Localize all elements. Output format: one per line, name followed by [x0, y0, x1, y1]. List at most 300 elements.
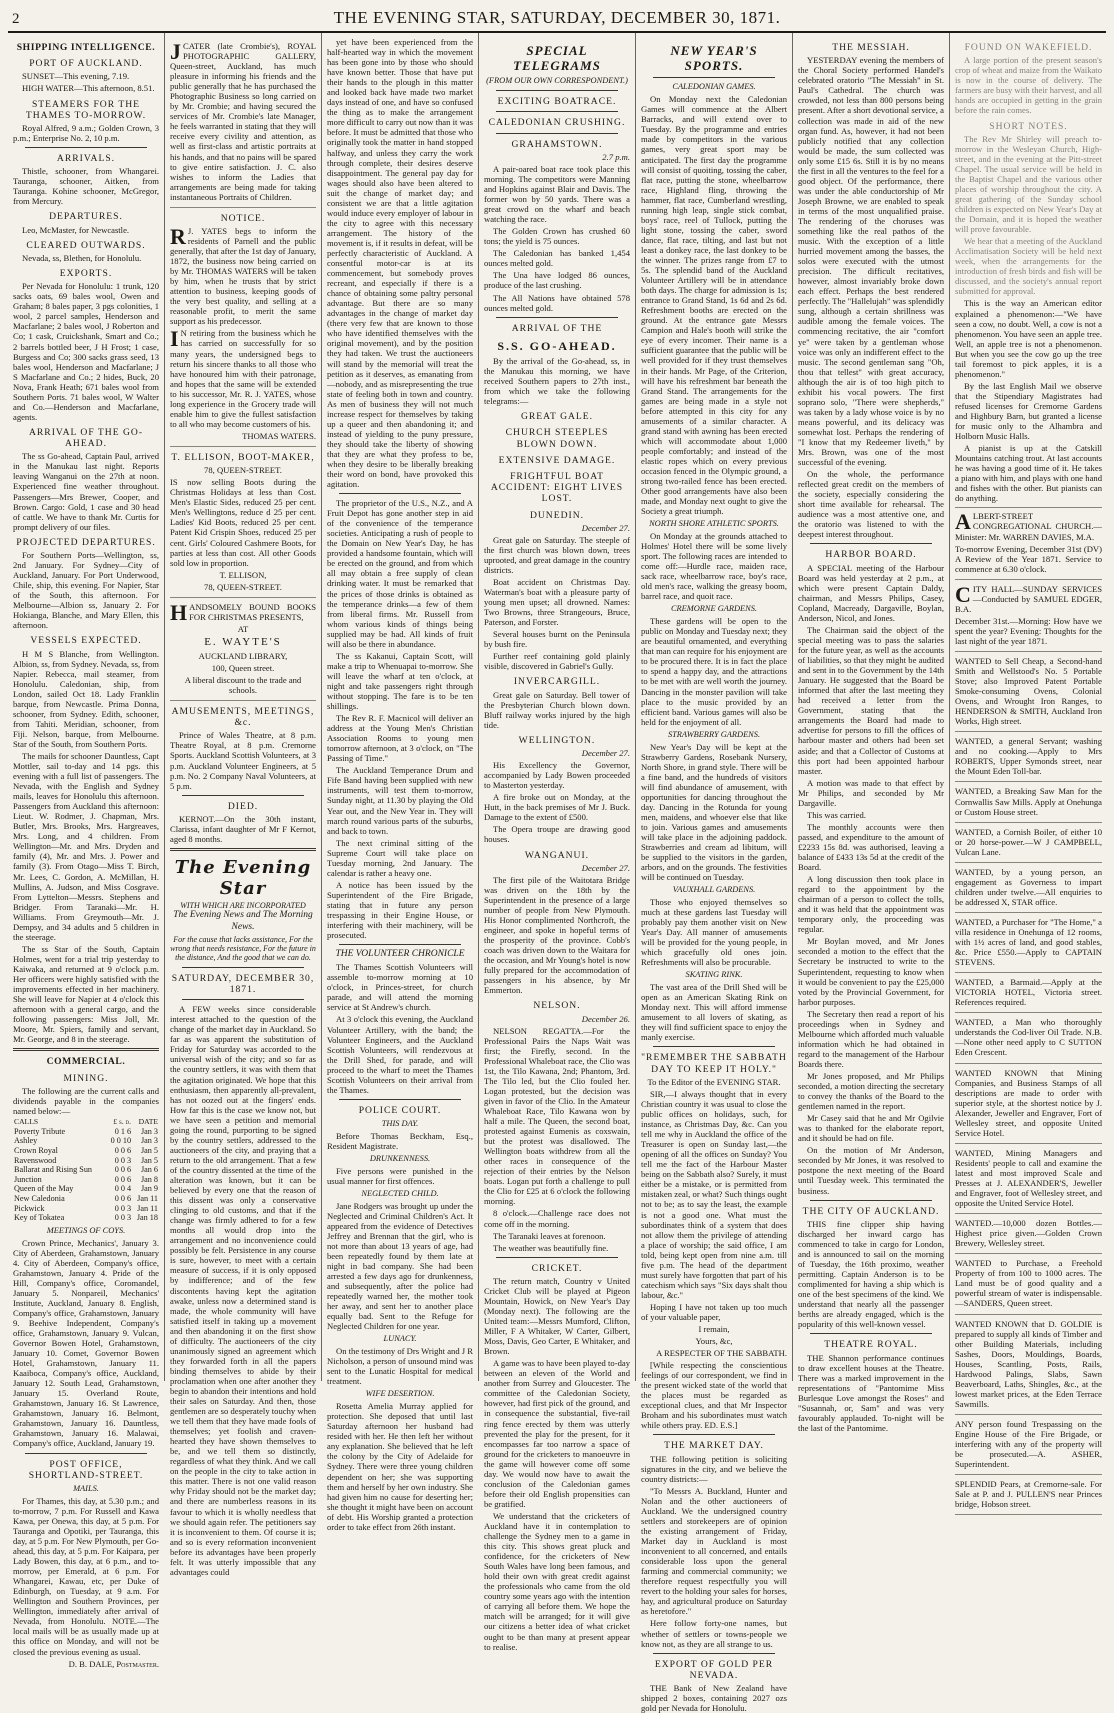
divider [339, 1099, 461, 1100]
telegram-text: The All Nations have obtained 578 ounces melted gold. [484, 292, 630, 313]
star-south-text: The ss Star of the South, Captain Holmes, went for a trial trip yesterday to Kaiwaka, and returned at 9 o'clock p.m. Her officers were highly satisfied with the improvements effected in her machinery. She will leave for Napier at 4 o'clock this afternoon with a general cargo, and the following passengers: Miss Joll, Mr. Moore, Mr. Spiers, family and servant, Mr. George, and 8 in the steerage. [13, 943, 159, 1045]
wanganui-date: December 27. [581, 862, 630, 873]
wellington-heading: WELLINGTON. [518, 734, 596, 746]
damage-heading: EXTENSIVE DAMAGE. [498, 454, 616, 466]
cremorne-heading: CREMORNE GARDENS. [670, 604, 758, 614]
dunedin-date: December 27. [581, 522, 630, 533]
retiring-signature: THOMAS WATERS. [242, 430, 316, 441]
vauxhall-text: Those who enjoyed themselves so much at these gardens last Tuesday will probably pay them another visit on New Year's Day. All manner of amusements will be provided for the young people, in which gracefully old ones join. Refreshments will also be procurable. [641, 897, 787, 968]
news-item: The proprietor of the U.S., N.Z., and A Fruit Depot has gone another step in aid of the convenience of the temperance societies. Anticipating a rush of people to the Domain on New Year's Day, he has provided a handsome fountain, which will be erected on the ground, and from which all may obtain a free supply of clean drinking water. It must be remarked that the prices of those drinks is obtained as the temperance drinks—a few of them from liberal firms. Mr. Russell from whom various kinds of things being supplied may be had. All kinds of fruit will also be there in abundance. [327, 498, 473, 649]
divider [653, 77, 775, 78]
date-cell: Jan 11 [137, 1193, 158, 1203]
table-row [13, 1165, 159, 1175]
go-ahead-heading: ARRIVAL OF THE GO-AHEAD. [28, 426, 144, 450]
divider [182, 999, 304, 1000]
volunteer-heading: THE VOLUNTEER CHRONICLE [335, 949, 465, 960]
wanted-advert [955, 736, 1102, 782]
police-subheading: THIS DAY. [381, 1119, 419, 1129]
invercargill-text: Great gale on Saturday. Bell tower of the Presbyterian Church blown down. Bluff railway works injured by the high tide. [484, 689, 630, 730]
table-header-row [13, 1118, 159, 1127]
cricket-text: A game was to have been played to-day between an eleven of the World and another from Surrey and Gloucester. The committee of the Caledonian Society, however, had first pick of the ground, and in consequence the substantial, five-rail ring fence erected by them was utterly prevented the play for the present, for it encompasses far too narrow a space of ground for the cricketers to manoeuvre in the game will however come off some day. We would now have to await the conclusion of the Caledonian games before their old English propensities can be gratified. [484, 1358, 630, 1509]
amount-cell: 0 0 6 [114, 1193, 132, 1203]
advert-ellison [170, 452, 316, 598]
wanganui-text: The first pile of the Waitotara Bridge was driven on the 18th by the Superintendent in the presence of a large number of people from New Plymouth. His Honor complimented Northcroft, the engineer, and spoke in hopeful terms of the prosperity of the province. Cobb's coach was driven down to the Waitara for the occasion, and Mr Young's hotel is now fully prepared for the accommodation of passengers in his absence, by Mr Emmerton. [484, 874, 630, 996]
wanted-advert [955, 1068, 1102, 1144]
pears-text: SPLENDID Pears, at Cremorne-sale. For Sale at P. and J. PULLEN'S near Princes bridge, Hobson street. [955, 1479, 1102, 1510]
nelson-heading: NELSON. [533, 1000, 581, 1012]
wanted-text: WANTED, a Barmaid.—Apply at the VICTORIA HOTEL, Victoria street. References required. [955, 977, 1102, 1008]
column-4 [479, 33, 636, 1652]
faded-text: The Rev Mr Shirley will preach to-morrow in the Wesleyan Church, High-street, and in the evening at the Pitt-street Chapel. The usual service will be held in the Baptist Chapel and the various other places of worship throughout the city. A great gathering of the Sunday school children is expected on New Year's Day at the Domain, and it is hoped the weather will prove favourable. [955, 133, 1102, 235]
neglected-text: Jane Rodgers was brought up under the Neglected and Criminal Children's Act. It appeared from the evidence of Detectives Jeffrey and Brennan that the girl, who is not more than about 13 years of age, had been repeatedly found by them late at night in bad company. She had been arrested a few days ago for drunkenness, and subsequently, after the police had repeatedly warned her, the mother took her away, and sent her to another place equally bad. Sent to the Refuge for Neglected Children for one year. [327, 1200, 473, 1332]
dunedin-text: Further reef containing gold plainly visible, discovered in Gabriel's Gully. [484, 651, 630, 672]
go-ahead-text: The ss Go-ahead, Captain Paul, arrived in the Manukau last night. Reports leaving Wanganui on the 27th at noon. Experienced fine weather throughout. Passengers—Mrs Brewer, Cooper, and Brown. Cargo: Gold, 1 case and 30 head of cattle. We have to thank Mr. Curtis for prompt delivery of our files. [13, 451, 159, 532]
wanted-advert [955, 827, 1102, 863]
nelson-text: The Taranaki leaves at forenoon. [493, 1230, 606, 1241]
edition-date: SATURDAY, DECEMBER 30, 1871. [171, 972, 315, 995]
wellington-text: The Opera troupe are drawing good houses. [484, 824, 630, 845]
harbour-text: Mr Casey said that he and Mr Ogilvie was to thanked for the elaborate report, and it should be had on file. [798, 1113, 944, 1144]
city-hall-text: December 31st.—Morning: How have we spent the year? Evening: Thoughts for the last night of the year 1871. [955, 615, 1102, 646]
amount-cell: 0 0 3 [114, 1155, 132, 1165]
table-row [13, 1204, 159, 1214]
harbour-text: Mr Boylan moved, and Mr Jones seconded a motion to the effect that the Secretary be instructed to write to the Superintendent, requesting to know when it would be convenient to pay the £25,000 voted by the Provincial Government, for harbor purposes. [798, 936, 944, 1007]
leader-article: A FEW weeks since considerable interest attached to the question of the change of the market day in Auckland. So far as was apparent the substitution of Friday for Saturday was accorded to the universal wish of the city; and so far as the country settlers, it was with them that the agitation originated. We hope that this enthusiasm, then apparently all-prevalent, has not oozed out at the fingers' ends. How far this is the case we know not, but we have seen a petition and memorial going the round, purporting to be signed by the country settlers, addressed to the auctioneers of the city, and praying that a return to the old arrangement. That a few of the country dissented at the time of the alteration was known, but it can be believed by every one that the reason of this dissent was only a conservative clinging to old customs, and that if the change was firmly adhered to for a few months all would drop into the arrangement and no inconvenience could possibly be felt. Persistence in any course is sure, however, to meet with a certain measure of success, if it is only opposed by indifference; and of the few discontents having kept the agitation awake, unless now a determined stand is made, the whole community will have satisfied itself in taking up a movement and then abandoning it on the first show of difficulty. The auctioneers of the city unanimously signed an agreement which they forwarded forth in all the papers binding themselves to abide by their proclamation when one after another they begin to abandon their intentions and hold their sales on Saturday. And then, those gentlemen are so desperately touchy when we tell them that they have made fools of themselves; yet foolish and craven-hearted they have shown themselves to be, and we tell them so distinctly, regardless of what they think. And we call on the people in the city to take action in this matter. There is not one valid reason why Friday should not be the market day; and there are numberless reasons in its favour to which it is wholly needless that we should again refer. The petitioners say it is inconvenient to them. Of course it is; and so is every reformation inconvenient before its advantages have been properly felt. It was utterly impossible that any advantages could [170, 1004, 316, 1577]
nelson-text: NELSON REGATTA.—For the Professional Pairs the Naps Wait was first; the Firefly, second. In the Professional Whaleboat race, the Clio was 1st, the Tilo Kawana, 2nd; Phantom, 3rd. The Tilo led, but the Clio fouled her. Logan protested, but the decision was given in favor of the Clio. In the Amateur Whaleboat Race, Tilo Kawana won by half a mile. The Queen, the second boat, protested against Eumenis as coxswain, but the protest was disallowed. The Wellington boats withdrew from all the other races in consequence of the rejection of their entries by the Nelson boats. Logan put forth a challenge to pull the Clio for £25 at 6 o'clock the following morning. [484, 1025, 630, 1207]
news-item: This is the way an American editor explained a phenomenon:—"We have seen a cow, no doubt. Well, a cow is not a phenomenon. You have seen an apple tree. Well, an apple tree is not a phenomenon. But when you see the cow go up the tree tail foremost to pick apples, it is a phenomenon." [955, 298, 1102, 379]
newspaper-logo [170, 857, 316, 963]
wanted-text: WANTED to Sell Cheap, a Second-hand Smith and Wellstood's No. 5 Portable Stove; also Improved Patent Portable Smoke-consuming Ovens, Colonial Ovens, and Wrought Iron Ranges, to HENDERSON & SMITH, Auckland Iron Works, High street. [955, 655, 1102, 727]
company-cell: Queen of the May [14, 1184, 74, 1194]
telegrams-heading: SPECIAL TELEGRAMS [513, 43, 601, 74]
editor-note: [While respecting the conscientious feelings of our correspondent, we find in the present wicked state of the world that the places must be regarded as exceptional clues, and that Mr Inspector Broham and his subordinates must watch while others pray. ED. E.S.] [641, 1360, 787, 1431]
column-header: CALLS [14, 1116, 39, 1126]
wanted-text: WANTED.—10,000 dozen Bottles.—Highest price given.—Golden Crown Brewery, Wellesley street. [955, 1218, 1102, 1249]
date-cell: Jan 3 [140, 1126, 158, 1136]
drop-cap: H [170, 599, 188, 625]
logo-title: The Evening Star [174, 857, 312, 900]
wanted-advert [955, 1148, 1102, 1214]
columns [8, 33, 1106, 1713]
advert-books [170, 599, 316, 701]
divider [496, 317, 618, 318]
company-cell: Ashley [14, 1136, 38, 1146]
harbour-text: A SPECIAL meeting of the Harbour Board was held yesterday at 2 p.m., at which were present Captain Daldy, chairman, and Messrs Philips, Casey, Copland, Macready, Dargaville, Boylan, Anderson, Nicol, and Jones. [798, 562, 944, 623]
exports-heading: EXPORTS. [59, 268, 113, 279]
market-day-text: THE following petition is soliciting signatures in the city, and we believe the country districts:— [641, 1453, 787, 1484]
messiah-heading: THE MESSIAH. [832, 42, 910, 53]
books-library: AUCKLAND LIBRARY, [198, 650, 288, 661]
news-item: A notice has been issued by the Superintendent of the Fire Brigade, stating that in future any person trespassing in their Engine House, or interfering with their machinery, will be prosecuted. [327, 879, 473, 941]
mining-table [13, 1118, 159, 1223]
steeples-heading: CHURCH STEEPLES BLOWN DOWN. [505, 427, 609, 450]
wanted-advert [955, 786, 1102, 822]
company-cell: Key of Tokatea [14, 1213, 65, 1223]
news-item: The Rev R. F. Macnicol will deliver an address at the Young Men's Christian Association Rooms to young men tomorrow afternoon, at 3 o'clock, on "The Passing of Time." [327, 713, 473, 764]
column-5 [636, 33, 793, 1713]
amount-cell: 0 0 6 [114, 1174, 132, 1184]
strawberry-text: New Year's Day will be kept at the Strawberry Gardens, Rosebank Nursery, North Shore, in grand style. There will be a fine band, and the hundreds of visitors will find abundance of amusement, with opportunities for dancing throughout the day. Dancing in the Rotunda for young men, maidens, and whoever else that like to join. Various games and amusements will take place in the adjoining paddock. Strawberries and cream ad libitum, will be supplied to the visitors in the garden, arbors, and on the grounds. The festivities will be continued on Tuesday. [641, 741, 787, 883]
divider [182, 795, 304, 796]
cricket-text: We understand that the cricketers of Auckland have it in contemplation to challenge the Sydney men to a game in this city. This shows great pluck and confidence, for the cricketers of New South Wales have long been famous, and hold their own with great credit against the professionals who came from the old country some years ago with the intention of carrying all before them. We hope the match will be arranged; for it will give our citizens a better idea of what cricket ought to be than many at present appear to realise. [484, 1510, 630, 1652]
drop-cap: C [955, 581, 971, 607]
company-cell: Crown Royal [14, 1145, 58, 1155]
harbour-text: On the motion of Mr Anderson, seconded by Mr Jones, it was resolved to postpone the next meeting of the Board until Tuesday week. This terminated the business. [798, 1145, 944, 1196]
date-cell: Jan 18 [136, 1213, 158, 1223]
wellington-date: December 27. [581, 748, 630, 759]
ellison-signature: T. ELLISON, [219, 569, 267, 580]
harbour-text: A long discussion then took place in regard to the appointment by the chairman of a person to collect the tolls, and it was held that the appointment was temporary only, the proceeding was regular. [798, 874, 944, 935]
amount-cell: 0 1 6 [114, 1126, 132, 1136]
amount-cell: 0 0 6 [114, 1145, 132, 1155]
faded-text: We hear that a meeting of the Auckland Acclimatisation Society will be held next week, when the arrangements for the introduction of fresh birds and fish will be discussed, and the society's annual report submitted for approval. [955, 236, 1102, 297]
amusements-text: Prince of Wales Theatre, at 8 p.m. Theatre Royal, at 8 p.m. Cremorne Sports. Auckland Scottish Volunteers, at 3 p.m. Auckland Volunteer Engineers, at 5 p.m. No. 2 Company Naval Volunteers, at 5 p.m. [170, 730, 316, 791]
messiah-text: YESTERDAY evening the members of the Choral Society performed Handel's celebrated oratorio "The Messiah" in St. Paul's Cathedral. The church was crowded, not less than 800 persons being present. After a short devotional service, a collection was made in aid of the new organ fund. As, however, it had not been publicly notified that any collection would be made, the sum collected was only some £15 6s. Still it is by no means the first in all the ventures to the feel for a good object. Of the performance, there was under the able conductorship of Mr Joseph Browne, we are enabled to speak in terms of the most unqualified praise. The rendering of the choruses was something like the real pathos of the music. With the exception of a little hurried movement among the basses, the solos were executed with the utmost precision. The difficult recitatives, however, almost invariably broke down each effect. Perhaps the best rendered perfectly. The "Hallelujah" was splendidly sung, although a certain shrillness was audible among the female voices. The commencing recitative, the air "comfort ye" were taken by a gentleman whose voice was only an indifferent effect to the music. The second gentleman sang "Oh, thou that tellest" with great accuracy, although the air is of too high pitch to exhibit his vocal powers. The first soprano solo, "There were shepherds," was taken by a lady whose voice is by no means powerful, and its delicacy was somewhat lost. Perhaps the rendering of "I know that my Redeemer liveth," by Mrs. Brown, was one of the most successful of the evening. [798, 55, 944, 468]
letter-remain: I remain, [698, 1324, 730, 1335]
letter-yours: Yours, &c, [695, 1336, 733, 1347]
trespass-advert [955, 1419, 1102, 1475]
wanted-text: WANTED, a Cornish Boiler, of either 10 or 20 horse-power.—W J CAMPBELL, Vulcan Lane. [955, 826, 1102, 857]
letter-signature: A RESPECTER OF THE SABBATH. [656, 1348, 787, 1359]
letter-closing: Hoping I have not taken up too much of your valuable paper, [641, 1301, 787, 1322]
retiring-text: N retiring from the business which he has carried on successfully for so many years, the undersigned begs to return his sincere thanks to all those who have honoured him with their patronage, and hopes that the same will be extended to his successor, Mr. R. J. YATES, whose long experience in the Grocery trade will enable him to give the fullest satisfaction to all who may become customers of his. [170, 328, 316, 429]
telegram-time: 2.7 p.m. [602, 151, 630, 162]
albert-street-advert [955, 507, 1102, 579]
table-row [13, 1213, 159, 1223]
steamers-text: Royal Alfred, 9 a.m.; Golden Crown, 3 p.m.; Enterprise No. 2, 10 p.m. [13, 122, 159, 144]
died-text: KERNOT.—On the 30th instant, Clarissa, infant daughter of Mr F Kernot, aged 8 months. [170, 813, 316, 844]
advert-text: CATER (late Crombie's), ROYAL PHOTOGRAPHIC GALLERY, Queen-street, Auckland, has much pleasure in informing his friends and the public generally that he has purchased the Photographic Business so long carried on by Mr. Crombie; and having secured the services of Mr. Crombie's late Manager, he feels warranted in stating that they will receive every civility and attention, as well as first-class and artistic portraits at his hands, and that no pains will be spared to give entire satisfaction. J. C. also wishes to inform the Ladies that arrangements are being made for taking instantaneous Portraits of Children. [170, 41, 316, 202]
messiah-text: On the whole, the performance reflected great credit on the members of the society, especially considering the short time available for rehearsal. The audience was a most attentive one, and the oratorio was listened to with the deepest interest throughout. [798, 469, 944, 540]
arrival-heading: ARRIVAL OF THE [511, 322, 603, 334]
column-3 [322, 33, 479, 1532]
drunkenness-heading: DRUNKENNESS. [369, 1153, 431, 1163]
wanted-advert [955, 1258, 1102, 1314]
wanted-advert [955, 656, 1102, 732]
departures-text: Leo, McMaster, for Newcastle. [22, 224, 130, 235]
lunacy-text: On the testimony of Drs Wright and J R Nicholson, a person of unsound mind was sent to the Lunatic Hospital for medical treatment. [327, 1346, 473, 1387]
wellington-text: His Excellency the Governor, accompanied by Lady Bowen proceeded to Masterton yesterday. [484, 760, 630, 791]
theatre-heading: THEATRE ROYAL. [824, 1339, 918, 1351]
albert-text: To-morrow Evening, December 31st (DV) A Review of the Year 1871. Service to commence at 6.30 o'clock. [955, 543, 1102, 574]
harbour-text: The Secretary then read a report of his proceedings when in Sydney and Melbourne which afforded much valuable information which he had obtained in regard to the management of the Harbour Boards there. [798, 1008, 944, 1069]
gale-heading: GREAT GALE. [520, 411, 594, 423]
wanted-text: WANTED, by a young person, an engagement as Governess to impart children under twelve.—All enquiries to be addressed X, STAR office. [955, 866, 1102, 907]
ellison-address: 78, QUEEN-STREET. [204, 465, 282, 476]
caledonian-text: On Monday next the Caledonian Games will commence at the Albert Barracks, and will extend over to Tuesday. By the programme and entries made by competitors in the various games, very great sport may be anticipated. The first day the programme will consist of quoiting, tossing the caber, flat race, putting the stone, wheelbarrow race, Highland fling, throwing the hammer, flat race, Cumberland wrestling, running high leap, single stick combat, boys' race, reel of Tullock, putting the light stone, tossing the caber, sword dance, flat race, tilting, and last but not least a donkey race, the last donkey to be the winner. The prizes range from £7 to 5s. The splendid band of the Auckland Volunteer Artillery will be in attendance both days. The charge for admission is 1s; entrance to Grand Stand, 1s 6d and 2s 6d. Refreshment booths are erected on the ground. At the entrance gate Messrs Campion and Hale's booth will strike the eye of every incomer. Their name is a sufficient guarantee that the public will be well provided for if they trust themselves in their hands. Mr Page, of the Criterion, will have his refreshment bar beneath the Grand Stand. The arrangements for the games are being made in a style not before attempted in this city for any amusements of a similar character. A grand stand with awning has been erected which will accommodate about 1,000 people comfortably; and instead of the elastic ropes which on every previous occasion fenced in the Olympic ground, a strong two-railed fence has been erected. Other good arrangements have also been made, and Monday next ought to give the Society a great triumph. [641, 94, 787, 517]
table-row [13, 1146, 159, 1156]
harbour-text: The monthly accounts were then passed, and expenditure to the amount of £2233 15s 8d. was authorised, leaving a balance of £433 13s 5d at the credit of the Board. [798, 821, 944, 873]
advert-cater [170, 41, 316, 208]
books-at: AT [237, 623, 249, 634]
amount-cell: 0 0 10 [110, 1136, 132, 1146]
sports-heading: NEW YEAR'S SPORTS. [670, 43, 758, 74]
died-heading: DIED. [227, 800, 259, 812]
nelson-date: December 26. [581, 1013, 630, 1024]
column-1 [8, 33, 165, 1669]
sabbath-heading: "REMEMBER THE SABBATH DAY TO KEEP IT HOLY." [641, 1052, 787, 1075]
company-cell: Junction [14, 1174, 42, 1184]
wanted-advert [955, 917, 1102, 973]
divider [810, 543, 932, 544]
drop-cap: J [170, 39, 181, 64]
drunkenness-text: Five persons were punished in the usual manner for first offences. [327, 1165, 473, 1186]
market-day-text: Here follow forty-one names, but whether of settlers or towns-people we know not, as they are all strange to us. [641, 1618, 787, 1649]
police-heading: POLICE COURT. [358, 1104, 442, 1116]
commercial-heading: COMMERCIAL. [46, 1056, 126, 1068]
divider [25, 147, 147, 148]
logo-incorporated: The Evening News and The Morning News. [173, 910, 313, 932]
column-2 [165, 33, 322, 1577]
post-office-heading: POST OFFICE, SHORTLAND-STREET. [28, 1458, 144, 1481]
police-before: Before Thomas Beckham, Esq., Resident Magistrate. [327, 1130, 473, 1151]
column-header: £ s. d. [113, 1116, 132, 1126]
neglected-heading: NEGLECTED CHILD. [361, 1188, 439, 1198]
news-item: The ss Kakanui, Captain Scott, will make a trip to Whenuapai to-morrow. She will leave the wharf at ten o'clock, at night and take passengers right through without stopping. The fare is to be ten shillings. [327, 650, 473, 712]
table-row [13, 1156, 159, 1166]
divider [13, 1048, 159, 1051]
notice-text: J. YATES begs to inform the residents of Parnell and the public generally, that after the 1st day of January, 1872, the business now being carried on by Mr. THOMAS WATERS will be taken by him, when he trusts that by strict attention to business, keeping goods of the very best quality, and selling at a reasonable profit, to merit the same support as his predecessor. [170, 225, 316, 327]
books-shop: E. WAYTE'S [204, 635, 282, 648]
divider [810, 1333, 932, 1334]
divider [653, 1046, 775, 1047]
books-address: 100, Queen street. [211, 662, 275, 673]
market-day-petition: "To Messrs A. Buckland, Hunter and Nolan and the other auctioneers of Auckland. We the undersigned country settlers and storekeepers are of opinion the existing arrangement of Friday, Market day in Auckland is most inconvenient to all concerned, and entails considerable loss upon the general farming and commercial community; we therefore request respectfully you will revert to the holding your sales for horses, hay, and agricultural produce on Saturday as heretofore." [641, 1485, 787, 1617]
company-cell: Pickwick [14, 1203, 45, 1213]
nelson-text: The weather was beautifully fine. [493, 1242, 609, 1253]
wanted-text: WANTED, a Purchaser for "The Home," a villa residence in Onehunga of 12 rooms, with 1½ acres of land, and good stables, &c. Price £550.—Apply to CAPTAIN STEVENS. [955, 916, 1102, 968]
drop-cap: I [170, 326, 179, 352]
gold-export-text: THE Bank of New Zealand have shipped 2 boxes, containing 2027 ozs gold per Nevada for Honolulu. [641, 1683, 787, 1713]
dunedin-heading: DUNEDIN. [529, 509, 585, 521]
faded-text: A large portion of the present season's crop of wheat and maize from the Waikato is now in the course of delivery. The farmers are busy with their harvest, and all hands are occupied in getting in the grain before the rain comes. [955, 55, 1102, 116]
logo-motto: For the cause that lacks assistance, For the wrong that needs resistance, For the future in the distance, And the good that we can do. [170, 934, 316, 963]
company-cell: New Caledonia [14, 1193, 65, 1203]
column-7 [950, 33, 1107, 1510]
company-cell: Ballarat and Rising Sun [14, 1165, 93, 1175]
albert-heading: LBERT-STREET CONGREGATIONAL CHURCH.—Minister: Mr. WARREN DAVIES, M.A. [955, 511, 1102, 542]
date-cell: Jan 9 [140, 1184, 158, 1194]
dunedin-text: Several houses burnt on the Peninsula by bush fire. [484, 629, 630, 650]
masthead [8, 8, 1106, 33]
volunteer-text: At 3 o'clock this evening, the Auckland Volunteer Artillery, with the band; the Volunteer Engineers, and the Auckland Scottish Volunteers, will rendezvous at the Drill Shed, for parade, and will proceed to the wharf to meet the Thames Scottish Volunteers on their arrival from the Thames. [327, 1014, 473, 1095]
harbour-text: The Chairman said the object of the special meeting was to pass the salaries for the future year, as well as the accounts of liabilities, so that they might be audited and sent in to the Government by the 14th January. He suggested that the Board be informed that after the last meeting they had received a letter from the Government, stating that the arrangements the Board had made to advertise for persons to fill the offices of harbour master and others had been set aside; and that a Collector of Customs at this port had been appointed harbour master. [798, 624, 944, 776]
amount-cell: 0 0 3 [114, 1203, 132, 1213]
wanted-text: WANTED, a general Servant; washing and no cooking.—Apply to Mrs ROBERTS, Upper Symonds street, near the Mount Eden Toll-bar. [955, 736, 1102, 777]
vessels-text: H M S Blanche, from Wellington. Albion, ss, from Sydney. Nevada, ss, from Napier. Rebecca, mail steamer, from Honolulu. Caledonian, ship, from London, sailed Oct 18. Lady Franklin barque, from Newcastle. Prima Donna, schooner, from Sydney. Edith, schooner, from Tahiti. Meridian, schooner, from Fiji. Nelson, barque, from Melbourne. Star of the South, from Southern Ports. [13, 648, 159, 749]
telegram-text: The Golden Crown has crushed 60 tons; the yield is 75 ounces. [484, 226, 630, 247]
meetings-text: Crown Prince, Mechanics', January 3. City of Aberdeen, Grahamstown, January 4. City of Aberdeen, Company's office, Grahamstown, January 4. Pride of the Hill, Company's office, Coromandel, January 5. Nonpareil, Mechanics' Institute, Auckland, January 8. English, Company's office, Grahamstown, January 9. Beehive Independent, Company's office, Grahamstown, January 9. Vulcan, Governor Bowen Hotel, Grahamstown, January 10. Comet, Governor Bowen Hotel, Grahamstown, January 11. Kaaiboca, Company's office, Auckland, January 12. South Lead, Grahamstown, January 15. Overland Route, Grahamstown, January 16. St Lawrence, Grahamstown, January 16. Belmont, Grahamstown, January 16. Dauntless, Grahamstown, January 16. Malawai, Company's office, Auckland, January 19. [13, 1237, 159, 1449]
date-cell: Jan 6 [140, 1165, 158, 1175]
skating-text: The vast area of the Drill Shed will be open as an American Skating Rink on Monday next. This will afford immense amusement to all lovers of skating, as they will find sufficient space to enjoy the manly exercise. [641, 982, 787, 1043]
vauxhall-heading: VAUXHALL GARDENS. [672, 885, 756, 895]
sunset: SUNSET—This evening, 7.19. [22, 71, 130, 82]
divider [653, 1434, 775, 1435]
column-6 [793, 33, 950, 1433]
newspaper-title: THE EVENING STAR, SATURDAY, DECEMBER 30, 1871. [333, 8, 781, 27]
wellington-text: A fire broke out on Monday, at the Hutt, in the back premises of Mr J. Buck. Damage to the extent of £500. [484, 792, 630, 823]
logo-subtitle: WITH WHICH ARE INCORPORATED [180, 901, 306, 911]
divider [182, 967, 304, 968]
date-cell: Jan 11 [137, 1203, 158, 1213]
invercargill-heading: INVERCARGILL. [513, 676, 601, 688]
pears-advert [955, 1479, 1102, 1515]
news-item: The Auckland Temperance Drum and Fife Band having been supplied with new instruments, will test them to-morrow, Sunday night, at 11.30 by playing the Old Year out, and the New Year in. They will march round various parts of the suburbs, and back to town. [327, 765, 473, 836]
gold-export-heading: EXPORT OF GOLD PER NEVADA. [654, 1658, 774, 1681]
column-header: DATE [138, 1116, 158, 1126]
divider [170, 848, 316, 851]
table-row [13, 1136, 159, 1146]
news-item: A pianist is up at the Catskill Mountains catching trout. At last accounts he was having a good time of it. He takes a piano with him, and plays with one hand and fishes with the other. But pianists can do anything. [955, 443, 1102, 504]
nelson-text: 8 o'clock.—Challenge race does not come off in the morning. [484, 1208, 630, 1229]
postmaster-signature: D. B. DALE, Postmaster. [68, 1658, 159, 1669]
wanted-text: WANTED KNOWN that Mining Companies, and Business Stamps of all descriptions are made to order with superior style, at the shortest notice by J. Alexander, Jeweller and Engraver, Fort of Wellesley street, and opposite United Service Hotel. [955, 1067, 1102, 1138]
faded-heading: SHORT NOTES. [989, 120, 1068, 132]
city-hall-advert [955, 581, 1102, 652]
drop-cap: R [170, 223, 186, 249]
wanganui-heading: WANGANUI. [524, 849, 590, 861]
caledonian-heading: CALEDONIAN GAMES. [672, 82, 756, 92]
table-row [13, 1194, 159, 1204]
leader-continued: yet have been experienced from the half-hearted way in which the movement has been gone into by those who should have known better. Those that have put their hands to the plough in this matter and looked back have made two market days instead of one, and have so confused the thing as to make the arrangement more difficult to carry out now than it was before. It must be admitted that those who originally took the matter in hand stopped halfway, and unless they carry the work through complete, their desires deserve disappointment. The general pay day for wages should also have been altered to suit the change of market day; and consistent we are that a little agitation would induce every employer of labour in the city to agree with this necessary arrangement. The history of the movement is, if it results in defeat, will be perfectly characteristic of Auckland. A consentful motor-car is at its commencement, but somebody proves recreant, and especially if there is a chance of obtaining some paltry personal advantage. But there are so many advantages in the change of market day (there very few that are known to those who have identified themselves with the original movement), and by the position they had taken. We trust the auctioneers will stand by the memorial will treat the petition as it deserves, as emanating from—nobody, and as misrepresenting the true state of feeling both in town and country. As men of business they will not much increase respect for themselves by taking up a queer and then abandoning it; and instead of yielding to the puny pressure, they should take the liberty of showing that they are what they profess to be, when they desire to be liberally breaking their word on bond, have provoked this agitation. [327, 37, 473, 490]
date-cell: Jan 5 [140, 1155, 158, 1165]
city-of-auckland-heading: THE CITY OF AUCKLAND. [802, 1205, 940, 1217]
skating-heading: SKATING RINK. [685, 970, 743, 980]
ellison-text: IS now selling Boots during the Christmas Holidays at less than Cost. Men's Elastic Sides, reduced 25 per cent. Men's Wellingtons, reduce d 25 per cent. Ladies' Kid Boots, reduced 25 per cent. Patent Kid Crispin Shoes, reduced 25 per cent. Girls' Coloured Cashmere Boots, for parties at less than cost. All other Goods sold low in proportion. [170, 477, 316, 568]
telegram-text: The Una have lodged 86 ounces, produce of the last crushing. [484, 270, 630, 291]
news-item: By the last English Mail we observe that the Stipendiary Magistrates had refused licenses for Cremorne Gardens and Highbury Barn, but granted a license for music only to the Alhambra and Holborn Music Halls. [955, 380, 1102, 442]
dunedin-text: Boat accident on Christmas Day. Waterman's boat with a pleasure party of young men upset; all drowned. Names: Two Browns, three Strangeours, Bruce, Paterson, and Forster. [484, 577, 630, 628]
north-shore-heading: NORTH SHORE ATHLETIC SPORTS. [649, 519, 779, 529]
cricket-text: The return match, Country v United Cricket Club will be played at Pigeon Mountain, Howick, on New Year's Day (Monday next). The following are the United team:—Messrs Mumford, Clifton, Miller, F A Whitaker, W Carter, Gilbert, Moss, Davis, Geo Carter, E Whitaker, and Brown. [484, 1275, 630, 1357]
cleared-text: Nevada, ss, Blethen, for Honolulu. [22, 252, 142, 263]
ellison-signature-address: 78, QUEEN-STREET. [204, 581, 282, 592]
divider [653, 1653, 775, 1654]
divider [496, 1257, 618, 1258]
wanted-advert [955, 1218, 1102, 1254]
wife-desertion-text: Rosetta Amelia Murray applied for protection. She deposed that until last Saturday afternoon her husband had resided with her. He then left her without any explanation. She believed that he left the colony by the City of Adelaide for Sydney. There were three young children dependent on her; she was supporting them and herself by her own industry. She had given him no cause for deserting her; she thought it might have been on account of debt. His Worship granted a protection order to take effect from 26th instant. [327, 1401, 473, 1532]
boat-accident-heading: FRIGHTFUL BOAT ACCIDENT: EIGHT LIVES LOST. [490, 470, 624, 505]
divider [496, 133, 618, 134]
trespass-text: ANY person found Trespassing on the Engine House of the Fire Brigade, or interfering with any of the property will be prosecuted.—A. ASHER, Superintendent. [955, 1418, 1102, 1470]
high-water: HIGH WATER—This afternoon, 8.51. [22, 83, 155, 94]
lunacy-heading: LUNACY. [383, 1334, 417, 1344]
amount-cell: 0 0 3 [114, 1213, 132, 1223]
departures-heading: DEPARTURES. [49, 211, 123, 223]
volunteer-text: The Thames Scottish Volunteers will assemble to-morrow morning at 10 o'clock, in Princes-street, for church parade, and will attend the morning service at St Andrew's church. [327, 962, 473, 1013]
table-row [13, 1127, 159, 1137]
meetings-heading: MEETINGS OF COYS. [46, 1225, 126, 1235]
wanted-advert [955, 1319, 1102, 1415]
divider [496, 111, 618, 112]
harbour-text: Mr Jones proposed, and Mr Philips seconded, a motion directing the secretary to convey the thanks of the Board to the gentlemen named in the report. [798, 1070, 944, 1112]
faded-heading: FOUND ON WAKEFIELD. [964, 42, 1093, 53]
advert-notice [170, 213, 316, 447]
table-row [13, 1175, 159, 1185]
amount-cell: 0 0 6 [114, 1165, 132, 1175]
city-hall-heading: ITY HALL—SUNDAY SERVICES—Conducted by SAMUEL EDGER, B.A. [955, 583, 1102, 614]
wanted-advert [955, 867, 1102, 913]
letter-text: SIR,—I always thought that in every Christian country it was usual to close the public offices on holidays, such, for instance, as Christmas Day, &c. Can you tell me why in Auckland the office of the Treasurer is open on Sunday last,—the opening of all the offices on Sunday? You tell me the fact of the Harbour Master being on the Sabbath also? Surely, it must either be a mistake, or is permitted from mistaken zeal, or what? Such things ought not to be; as to say the least, the example is not a good one. What must the subordinates think of a system that does not allow them the privilege of attending a place of worship; the said office, I am told, being kept open from nine a.m. till five p.m. The head of the department must surely have forgotten that part of his catechism which says "Six days shalt thou labour, &c." [641, 1088, 787, 1300]
wanted-text: WANTED to Purchase, a Freehold Property of from 100 to 1000 acres. The Land must be of good quality and a powerful stream of water is indispensable.—SANDERS, Queen street. [955, 1258, 1102, 1309]
amusements-heading: AMUSEMENTS, MEETINGS, &c. [171, 705, 315, 729]
wanted-text: WANTED, a Breaking Saw Man for the Cornwallis Saw Mills. Apply at Onehunga or Custom House street. [955, 786, 1102, 817]
page-number: 2 [12, 11, 20, 27]
divider [810, 1200, 932, 1201]
city-of-auckland-text: THIS fine clipper ship having discharged her inward cargo has commenced to take in cargo for London, and is announced to sail on the morning of Tuesday, the 16th proximo, weather permitting. Captain Anderson is to be complimented for having a ship which is one of the best specimens of the kind. We understand that nearly all the passenger berths are already engaged, which is the popularity of this well-known vessel. [798, 1218, 944, 1330]
wanted-advert [955, 1017, 1102, 1063]
divider [339, 493, 461, 494]
news-item: The next criminal sitting of the Supreme Court will take place on Tuesday morning, 2nd January. The calendar is rather a heavy one. [327, 837, 473, 878]
arrivals-heading: ARRIVALS. [56, 153, 116, 165]
company-cell: Ravenswood [14, 1155, 57, 1165]
ellison-heading: T. ELLISON, BOOT-MAKER, [171, 451, 315, 463]
amount-cell: 0 0 4 [114, 1184, 132, 1194]
cleared-heading: CLEARED OUTWARDS. [26, 239, 146, 251]
date-cell: Jan 3 [140, 1136, 158, 1146]
port-heading: PORT OF AUCKLAND. [29, 58, 143, 70]
divider [339, 944, 461, 945]
books-note: A liberal discount to the trade and schools. [184, 674, 302, 695]
vessels-heading: VESSELS EXPECTED. [30, 635, 142, 647]
date-cell: Jan 8 [140, 1174, 158, 1184]
harbour-text: This was carried. [807, 809, 866, 820]
mails-subheading: MAILS. [73, 1483, 99, 1493]
telegram-heading: GRAHAMSTOWN. [511, 138, 603, 150]
divider [496, 90, 618, 91]
projected-text: For Southern Ports—Wellington, ss, 2nd January. For Sydney—City of Auckland, January. For Port Underwood, Chile, ship, this evening. For Napier, Star of the South, this afternoon. For Melbourne—Albion ss, January 2. For Hokianga, Blanche, and Mary Ellen, this afternoon. [13, 549, 159, 631]
ship-name: S.S. GO-AHEAD. [497, 338, 617, 353]
notice-heading: NOTICE. [220, 212, 266, 224]
telegrams-subheading: (FROM OUR OWN CORRESPONDENT.) [486, 76, 628, 86]
shipping-heading: SHIPPING INTELLIGENCE. [16, 42, 156, 53]
wife-desertion-heading: WIFE DESERTION. [365, 1389, 435, 1399]
harbour-text: A motion was made to that effect by Mr Philips, and seconded by Mr Dargaville. [798, 777, 944, 808]
wanted-text: WANTED, a Man who thoroughly understands the Cod-liver Oil Trade. N.B.—None other need apply to C SUTTON Eden Crescent. [955, 1017, 1102, 1058]
steamers-heading: STEAMERS FOR THE THAMES TO-MORROW. [25, 98, 147, 121]
letter-to-editor: To the Editor of the EVENING STAR. [647, 1076, 781, 1087]
telegram-heading: EXCITING BOATRACE. [497, 96, 617, 108]
telegram-text: A pair-oared boat race took place this morning. The competitors were Manning and Hopkins against Blair and Davis. The former won by 50 yards. There was a great crowd on the wharf and beach watching the race. [484, 163, 630, 225]
drop-cap: A [955, 509, 971, 535]
ship-text: By the arrival of the Go-ahead, ss, in the Manukau this morning, we have received Southern papers to 27th inst., from which we take the following telegrams:— [484, 355, 630, 407]
projected-heading: PROJECTED DEPARTURES. [16, 536, 156, 548]
telegram-heading: CALEDONIAN CRUSHING. [488, 117, 626, 129]
books-text: ANDSOMELY BOUND BOOKS FOR CHRISTMAS PRESENTS, [189, 601, 316, 622]
divider [25, 1453, 147, 1454]
telegram-text: The Caledonian has banked 1,454 ounces melted gold. [484, 248, 630, 269]
company-cell: Poverty Tribute [14, 1126, 66, 1136]
table-row [13, 1184, 159, 1194]
exports-text: Per Nevada for Honolulu: 1 trunk, 120 sacks oats, 69 bales wool, Owen and Graham; 8 bales paper, 3 pgs colonities, 1 wool, 2 parcel samples, Henderson and Macfarlane; 2 bales wool, J Roberton and Co; 1 cask, Cruickshank, Smart and Co.; 2 barrels bottled beer, J H Frost; 1 case, Burgess and Co; 300 sacks grass seed, 13 bales wool, Henderson and Macfarlane; J S Macfarlane and Co.; 2 hides, Buck, 20 Nova, Frank Heath; 671 bales wool from Southern Ports. 71 bales wool, W Walter and Co.—Henderson and Macfarlane, agents. [13, 281, 159, 422]
mining-heading: MINING. [63, 1072, 109, 1084]
arrivals-text: Thistle, schooner, from Whangarei. Tauranga, schooner, Aitken, from Tauranga. Kohine schooner, McGregor, from Mercury. [13, 166, 159, 207]
dunedin-text: Great gale on Saturday. The steeple of the first church was blown down, trees uprooted, and great damage in the country districts. [484, 534, 630, 576]
north-shore-text: On Monday at the grounds attached to Holmes' Hotel there will be some lively sport. The following races are intended to come off:—Hurdle race, maiden race, sack race, wheelbarrow race, boy's race, old men's race, walking the greasy boom, barrel race, and quoit race. [641, 531, 787, 602]
market-day-heading: THE MARKET DAY. [664, 1440, 764, 1452]
post-office-text: For Thames, this day, at 5.30 p.m.; and to-morrow, 7 p.m. For Russell and Kawa Kawa, per Onewa, this day, at 5 p.m. For Tauranga and Opotiki, per Tauranga, this day, at 5 p.m. For New Plymouth, per Go-ahead, this day, at 5 p.m. For Kaipara, per Lady Bowen, this day, at 6 p.m., and to-morrow, per Emerald, at 6 p.m. For Whangarei, Kawau, etc, per Duke of Edinburgh, on Tuesday, at 9 a.m. For Wellington and Southern Provinces, per Wellington, immediately after arrival of Nevada, from Honolulu. NOTE.—The local mails will be as usually made up at this office on Monday, and will not be closed the previous evening as usual. [13, 1495, 159, 1657]
cremorne-text: These gardens will be open to the public on Monday and Tuesday next; they are beautiful ornamented, and everything that man can require for his enjoyment are to be procured there. It is in fact the place to spend a happy day, and the attractions to be met with are well worth the journey. Dancing in the monster pavilion will take place to the music provided by an efficient band. Various games will also be held for the enjoyment of all. [641, 616, 787, 727]
strawberry-heading: STRAWBERRY GARDENS. [667, 729, 761, 739]
date-cell: Jan 5 [140, 1145, 158, 1155]
theatre-text: THE Shannon performance continues to draw excellent houses at the Theatre. There was a marked improvement in the representations of "Pantomime Miss Burlesque Love amongst the Roses" and "Susannah, or, Sam" and was very favourably applauded. To-night will be the last of the Pantomime. [798, 1352, 944, 1433]
wanted-advert [955, 977, 1102, 1013]
wanted-text: WANTED, Mining Managers and Residents' people to call and examine the latest and most improved Scale and Presses at J. ALEXANDER'S, Jeweller and Engraver, foot of Wellesley street, and opposite the United Service Hotel. [955, 1147, 1102, 1209]
mining-intro: The following are the current calls and dividends payable in the companies named below:— [13, 1085, 159, 1116]
passengers-text: The mails for schooner Dauntless, Capt Mottler, sail to-day and 14 pgs. this evening with a full list of passengers. The Nevada, with the English and Sydney mails, leaves for Honolulu this afternoon. Passengers from Auckland this afternoon: Lieut. W. Rodmer, J. Chapman, Mrs. Butler, Mrs. Brooks, Mrs. Hargreaves, Mrs. Long, and 4 children. From Wellington—Mr. and Mrs. Dryden and family (4), Mr. and Mrs. J. Power and family (3). From Otago—Miss T. Birch, Mr. Lees, C. Gordon, A. McMillan, H. Mullins, A. Judson, and Miss Cosgrave. From Lyttelton—Messrs. Stephens and Bridger. From Taranaki—Mr. H. Williams. From Greymouth—Mr. J. Dempsy, and 34 adults and 5 children in the steerage. [13, 750, 159, 942]
cricket-heading: CRICKET. [531, 1262, 583, 1274]
wanted-text: WANTED KNOWN that D. GOLDIE is prepared to supply all kinds of Timber and other Building Materials, including Sashes, Doors, Mouldings, Boards, Houses, Scantling, Posts, Rails, Hardwood Palings, Slabs, Sawn Beaverboard, Laths, Shingles, &c., at the lowest market prices, at the Eden Terrace Sawmills. [955, 1318, 1102, 1409]
